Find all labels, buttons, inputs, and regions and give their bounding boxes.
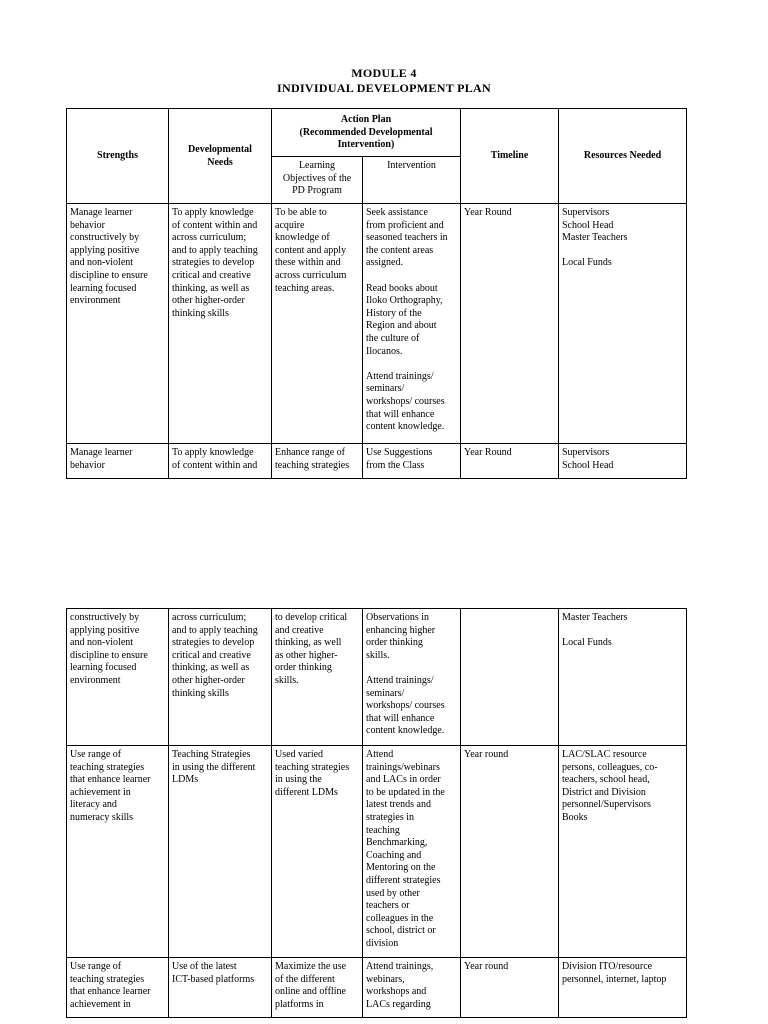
cell-developmental-needs: across curriculum; and to apply teaching strategies to develop critical and creative thinking, as well as other higher-order thinking skills — [169, 609, 272, 746]
header-developmental-needs: Developmental Needs — [169, 109, 272, 204]
table-row — [67, 609, 687, 746]
header-strengths: Strengths — [67, 109, 169, 204]
document-title: INDIVIDUAL DEVELOPMENT PLAN — [277, 81, 491, 95]
cell-strengths: constructively by applying positive and non-violent discipline to ensure learning focused environment — [67, 609, 169, 746]
cell-resources: LAC/SLAC resource persons, colleagues, co- teachers, school head, District and Division personnel/Supervisors Books — [559, 746, 687, 958]
cell-timeline: Year Round — [461, 444, 559, 479]
cell-timeline: Year Round — [461, 204, 559, 444]
cell-developmental-needs: Teaching Strategies in using the different LDMs — [169, 746, 272, 958]
cell-intervention: Observations in enhancing higher order thinking skills. Attend trainings/ seminars/ workshops/ courses that will enhance content knowledge. — [363, 609, 461, 746]
cell-intervention: Attend trainings/webinars and LACs in order to be updated in the latest trends and strategies in teaching Benchmarking, Coaching and Mentoring on the different strategies used by other teachers or colleagues in the school, district or division — [363, 746, 461, 958]
table-row — [67, 204, 687, 444]
cell-timeline: Year round — [461, 746, 559, 958]
cell-intervention: Seek assistance from proficient and seasoned teachers in the content areas assigned. Read books about Iloko Orthography, History of the Region and about the culture of Ilocanos. Attend trainings/ seminars/ workshops/ courses that will enhance content knowledge. — [363, 204, 461, 444]
cell-learning-objectives: Maximize the use of the different online and offline platforms in — [272, 958, 363, 1018]
cell-resources: Supervisors School Head Master Teachers Local Funds — [559, 204, 687, 444]
table-row — [67, 958, 687, 1018]
table-row — [67, 746, 687, 958]
development-plan-table-page2 — [66, 608, 687, 1018]
module-title: MODULE 4 — [351, 66, 417, 80]
header-learning-objectives: Learning Objectives of the PD Program — [272, 157, 363, 204]
cell-developmental-needs: To apply knowledge of content within and — [169, 444, 272, 479]
cell-learning-objectives: to develop critical and creative thinking, as well as other higher- order thinking skills. — [272, 609, 363, 746]
header-action-plan: Action Plan (Recommended Developmental Intervention) — [272, 109, 461, 157]
cell-timeline — [461, 609, 559, 746]
cell-resources: Division ITO/resource personnel, internet, laptop — [559, 958, 687, 1018]
cell-learning-objectives: Enhance range of teaching strategies — [272, 444, 363, 479]
cell-strengths: Use range of teaching strategies that enhance learner achievement in literacy and numeracy skills — [67, 746, 169, 958]
development-plan-table-page1 — [66, 108, 687, 479]
table-row — [67, 444, 687, 479]
cell-timeline: Year round — [461, 958, 559, 1018]
header-resources-needed: Resources Needed — [559, 109, 687, 204]
cell-intervention: Use Suggestions from the Class — [363, 444, 461, 479]
header-timeline: Timeline — [461, 109, 559, 204]
cell-developmental-needs: Use of the latest ICT-based platforms — [169, 958, 272, 1018]
cell-strengths: Manage learner behavior — [67, 444, 169, 479]
cell-developmental-needs: To apply knowledge of content within and across curriculum; and to apply teaching strategies to develop critical and creative thinking, as well as other higher-order thinking skills — [169, 204, 272, 444]
header-intervention: Intervention — [363, 157, 461, 204]
cell-intervention: Attend trainings, webinars, workshops and LACs regarding — [363, 958, 461, 1018]
cell-learning-objectives: To be able to acquire knowledge of content and apply these within and across curriculum teaching areas. — [272, 204, 363, 444]
cell-learning-objectives: Used varied teaching strategies in using the different LDMs — [272, 746, 363, 958]
cell-resources: Supervisors School Head — [559, 444, 687, 479]
cell-resources: Master Teachers Local Funds — [559, 609, 687, 746]
cell-strengths: Use range of teaching strategies that enhance learner achievement in — [67, 958, 169, 1018]
cell-strengths: Manage learner behavior constructively by applying positive and non-violent discipline to ensure learning focused environment — [67, 204, 169, 444]
